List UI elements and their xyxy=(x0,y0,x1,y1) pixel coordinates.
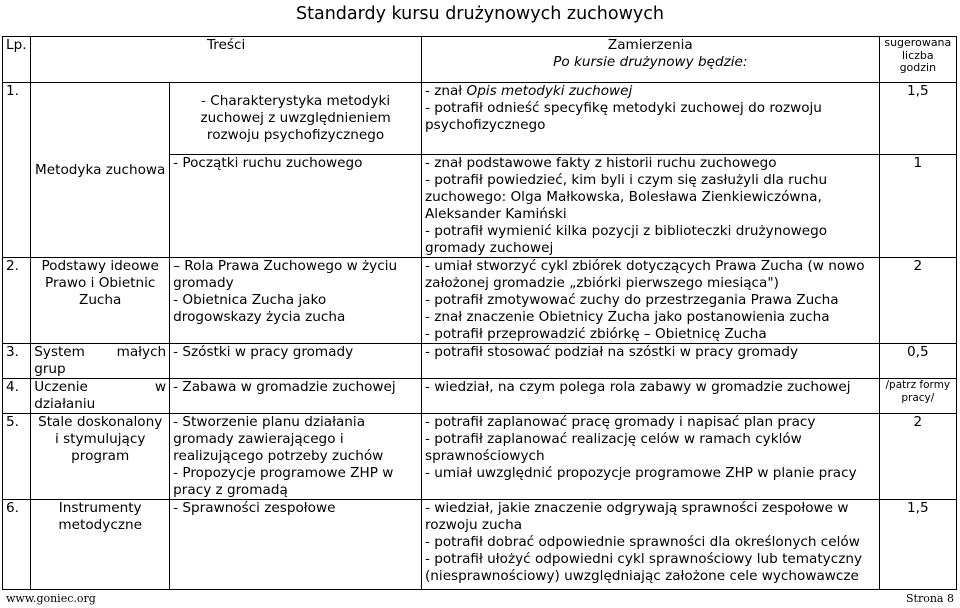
footer-page-number: Strona 8 xyxy=(906,592,954,605)
row5-zamierzenia xyxy=(422,414,880,500)
row2-z2: - potrafił zmotywować zuchy do przestrzegania Prawa Zucha xyxy=(425,292,839,308)
row5-tresci xyxy=(170,414,422,500)
table-row xyxy=(3,379,957,414)
table-row xyxy=(3,83,957,155)
table-row xyxy=(3,500,957,590)
row3-tresci: - Szóstki w pracy gromady xyxy=(170,344,422,379)
row3-lp: 3. xyxy=(3,344,31,379)
row2-z4: - potrafił przeprowadzić zbiórkę – Obietnicę Zucha xyxy=(425,326,767,342)
table-row xyxy=(3,258,957,344)
row4-tresci: - Zabawa w gromadzie zuchowej xyxy=(170,379,422,414)
header-tresci: Treści xyxy=(31,37,422,83)
row1b-z1: - znał podstawowe fakty z historii ruchu zuchowego xyxy=(425,155,777,171)
row5-t2: - Propozycje programowe ZHP w pracy z gromadą xyxy=(173,465,394,498)
row1b-zamierzenia xyxy=(422,155,880,258)
row5-z1: - potrafił zaplanować pracę gromady i napisać plan pracy xyxy=(425,414,816,430)
row1-subject: Metodyka zuchowa xyxy=(31,83,170,258)
footer-website-link[interactable]: www.goniec.org xyxy=(6,592,96,605)
row4-lp: 4. xyxy=(3,379,31,414)
row2-tresci xyxy=(170,258,422,344)
row2-subject: Podstawy ideowe Prawo i Obietnic Zucha xyxy=(31,258,170,344)
row2-z3: - znał znaczenie Obietnicy Zucha jako postanowienia zucha xyxy=(425,309,830,325)
row6-subject: Instrumenty metodyczne xyxy=(31,500,170,590)
row1a-hours: 1,5 xyxy=(879,83,956,155)
row1a-z2: - potrafił odnieść specyfikę metodyki zuchowej do rozwoju psychofizycznego xyxy=(425,100,822,133)
header-zamierzenia-subtitle: Po kursie drużynowy będzie: xyxy=(553,54,748,70)
standards-table xyxy=(2,36,957,590)
row1a-z1 xyxy=(425,83,876,100)
row3-zamierzenia: - potrafił stosować podział na szóstki w pracy gromady xyxy=(422,344,880,379)
row5-subject: Stale doskonalony i stymulujący program xyxy=(31,414,170,500)
row2-z1: - umiał stworzyć cykl zbiórek dotyczących Prawa Zucha (w nowo założonej gromadzie „zbiórki pierwszego miesiąca") xyxy=(425,258,865,291)
row5-t1: - Stworzenie planu działania gromady zawierającego i realizującego potrzeby zuchów xyxy=(173,414,384,464)
header-zamierzenia xyxy=(422,37,880,83)
row1b-z3: - potrafił wymienić kilka pozycji z biblioteczki drużynowego gromady zuchowej xyxy=(425,223,828,256)
header-godziny: sugerowana liczba godzin xyxy=(879,37,956,83)
row2-lp: 2. xyxy=(3,258,31,344)
header-lp: Lp. xyxy=(3,37,31,83)
row2-zamierzenia xyxy=(422,258,880,344)
row1a-z1-prefix: - znał xyxy=(425,83,467,99)
row4-subject: Uczenie w działaniu xyxy=(31,379,170,414)
row5-z2: - potrafił zaplanować realizację celów w ramach cyklów sprawnościowych xyxy=(425,431,802,464)
row1a-z1-italic: Opis metodyki zuchowej xyxy=(466,83,633,99)
table-header-row xyxy=(3,37,957,83)
row4-hours: /patrz formy pracy/ xyxy=(879,379,956,414)
row6-z3: - potrafił ułożyć odpowiedni cykl sprawnościowy lub tematyczny (niesprawnościowy) uwzględniając założone cele wychowawcze xyxy=(425,551,862,584)
row1b-hours: 1 xyxy=(879,155,956,258)
table-row xyxy=(3,344,957,379)
header-zamierzenia-title: Zamierzenia xyxy=(607,37,693,53)
row2-t2: - Obietnica Zucha jako drogowskazy życia zucha xyxy=(173,292,346,325)
row3-hours: 0,5 xyxy=(879,344,956,379)
row6-zamierzenia xyxy=(422,500,880,590)
row6-tresci: - Sprawności zespołowe xyxy=(170,500,422,590)
row5-hours: 2 xyxy=(879,414,956,500)
row1b-z2: - potrafił powiedzieć, kim byli i czym się zasłużyli dla ruchu zuchowego: Olga Małkowska, Bolesława Zienkiewiczówna, Aleksander Kamiński xyxy=(425,172,828,222)
row5-z3: - umiał uwzględnić propozycje programowe ZHP w planie pracy xyxy=(425,465,857,481)
row2-t1: – Rola Prawa Zuchowego w życiu gromady xyxy=(173,258,398,291)
row2-hours: 2 xyxy=(879,258,956,344)
row5-lp: 5. xyxy=(3,414,31,500)
row1a-tresci: - Charakterystyka metodyki zuchowej z uwzględnieniem rozwoju psychofizycznego xyxy=(170,83,422,155)
row4-zamierzenia: - wiedział, na czym polega rola zabawy w gromadzie zuchowej xyxy=(422,379,880,414)
row6-lp: 6. xyxy=(3,500,31,590)
row3-subject: System małych grup xyxy=(31,344,170,379)
row6-hours: 1,5 xyxy=(879,500,956,590)
row1a-zamierzenia xyxy=(422,83,880,155)
row6-z2: - potrafił dobrać odpowiednie sprawności dla określonych celów xyxy=(425,534,860,550)
row1-lp: 1. xyxy=(3,83,31,258)
table-row xyxy=(3,414,957,500)
row1b-tresci: - Początki ruchu zuchowego xyxy=(170,155,422,258)
row6-z1: - wiedział, jakie znaczenie odgrywają sprawności zespołowe w rozwoju zucha xyxy=(425,500,849,533)
document-title: Standardy kursu drużynowych zuchowych xyxy=(296,4,664,24)
